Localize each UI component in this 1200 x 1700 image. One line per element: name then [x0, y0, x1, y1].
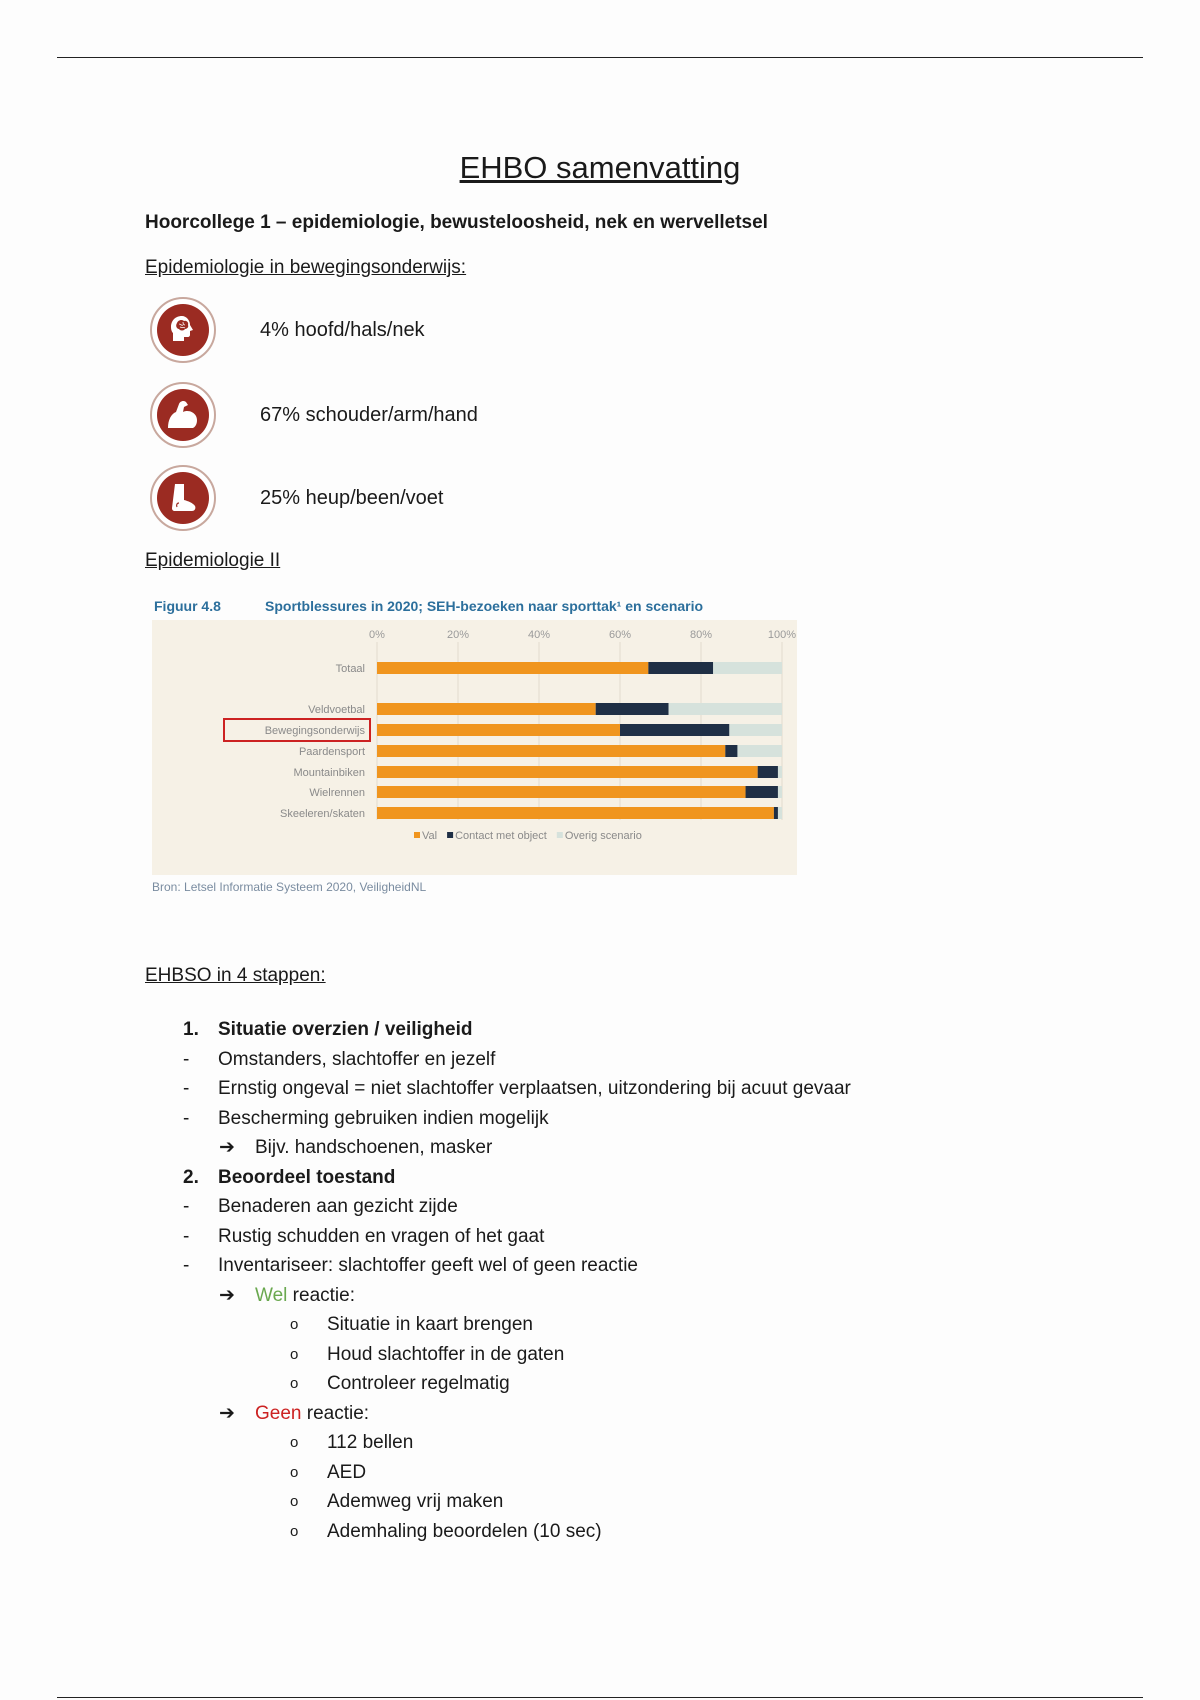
bar-segment — [648, 662, 713, 674]
dash-bullet: - — [183, 1048, 190, 1070]
sub-item-text: Ademweg vrij maken — [327, 1491, 504, 1512]
bar-segment — [758, 766, 778, 778]
legend-swatch — [447, 832, 453, 838]
sub-item — [145, 1369, 1145, 1399]
sub-item — [145, 1517, 1145, 1547]
sub-item — [145, 1487, 1145, 1517]
bar-segment — [778, 807, 782, 819]
bar-segment — [377, 662, 648, 674]
sub-item-text: AED — [327, 1461, 367, 1483]
section-heading-ehbso: EHBSO in 4 stappen: — [145, 965, 326, 986]
chart-background — [152, 620, 797, 875]
bar-segment — [669, 703, 782, 715]
bar-segment — [746, 786, 778, 798]
bullet-item — [145, 1192, 1145, 1222]
section-heading-epidemiology-ii: Epidemiologie II — [145, 550, 281, 571]
bar-segment — [377, 807, 774, 819]
sub-item-text: Houd slachtoffer in de gaten — [327, 1343, 565, 1365]
step-heading — [145, 1163, 1145, 1193]
bar-segment — [774, 807, 778, 819]
category-label: Paardensport — [298, 746, 365, 758]
category-label: Veldvoetbal — [308, 704, 365, 716]
bullet-text: Bescherming gebruiken indien mogelijk — [218, 1107, 549, 1129]
epi-item-text: 25% heup/been/voet — [260, 486, 444, 509]
arrow-icon: ➔ — [219, 1402, 235, 1424]
page-title: EHBO samenvatting — [459, 150, 741, 185]
bar-segment — [596, 703, 669, 715]
step-heading — [145, 1015, 1145, 1045]
bullet-text: Omstanders, slachtoffer en jezelf — [218, 1048, 496, 1070]
arrow-text: Bijv. handschoenen, masker — [255, 1137, 493, 1158]
circle-bullet: o — [290, 1493, 299, 1510]
dash-bullet: - — [183, 1225, 190, 1247]
arrow-icon: ➔ — [219, 1284, 235, 1306]
figure-source: Bron: Letsel Informatie Systeem 2020, VeiligheidNL — [152, 880, 427, 894]
epi-item-text: 67% schouder/arm/hand — [260, 403, 478, 426]
legend-label: Overig scenario — [564, 830, 642, 842]
circle-bullet: o — [290, 1345, 299, 1363]
circle-bullet: o — [290, 1434, 299, 1451]
bar-segment — [377, 703, 596, 715]
sub-item-text: Situatie in kaart brengen — [327, 1314, 533, 1335]
bullet-item — [145, 1251, 1145, 1281]
category-label: Skeeleren/skaten — [280, 808, 365, 820]
bar-segment — [778, 786, 782, 798]
geen-label: Geen — [255, 1402, 302, 1424]
category-label: Mountainbiken — [293, 767, 365, 779]
legend-swatch — [557, 832, 563, 838]
circle-bullet: o — [290, 1463, 299, 1481]
sub-item — [145, 1428, 1145, 1458]
sub-item — [145, 1310, 1145, 1340]
bar-segment — [377, 724, 620, 736]
reaction-label: reactie: — [287, 1284, 355, 1306]
figure-4-8 — [152, 590, 802, 900]
arrow-icon: ➔ — [219, 1137, 235, 1158]
bar-segment — [377, 766, 758, 778]
step-number: 2. — [183, 1166, 199, 1188]
header-rule — [57, 57, 1143, 58]
legend-label: Contact met object — [455, 830, 547, 842]
x-tick-label: 20% — [446, 629, 470, 641]
category-label: Bewegingsonderwijs — [264, 725, 365, 737]
ehbso-steps — [145, 1015, 1145, 1546]
dash-bullet: - — [183, 1078, 190, 1099]
bullet-item — [145, 1104, 1145, 1134]
x-tick-label: 80% — [689, 629, 713, 641]
figure-caption: Sportblessures in 2020; SEH-bezoeken naar sporttak¹ en scenario — [265, 598, 704, 614]
bar-segment — [620, 724, 729, 736]
bullet-text: Benaderen aan gezicht zijde — [218, 1196, 458, 1217]
step-title: Situatie overzien / veiligheid — [218, 1019, 473, 1040]
wel-label: Wel — [255, 1284, 288, 1306]
figure-number: Figuur 4.8 — [154, 598, 221, 614]
bar-segment — [725, 745, 737, 757]
bar-segment — [737, 745, 782, 757]
step-number: 1. — [183, 1019, 199, 1040]
arrow-item — [145, 1133, 1145, 1163]
bar-segment — [377, 745, 725, 757]
bullet-text: Ernstig ongeval = niet slachtoffer verplaatsen, uitzondering bij acuut gevaar — [218, 1078, 851, 1099]
foot-icon — [150, 465, 216, 531]
arrow-item-geen — [145, 1399, 1145, 1429]
dash-bullet: - — [183, 1255, 190, 1276]
bar-segment — [778, 766, 782, 778]
footer-rule — [57, 1697, 1143, 1698]
bullet-item — [145, 1045, 1145, 1075]
bullet-item — [145, 1222, 1145, 1252]
x-tick-label: 100% — [767, 629, 797, 641]
brain-head-icon — [150, 297, 216, 363]
bullet-text: Rustig schudden en vragen of het gaat — [218, 1225, 545, 1247]
epi-item-text: 4% hoofd/hals/nek — [260, 318, 425, 341]
flexed-arm-icon — [150, 382, 216, 448]
circle-bullet: o — [290, 1522, 299, 1540]
category-label: Wielrennen — [309, 787, 365, 799]
category-label: Totaal — [335, 663, 365, 675]
x-tick-label: 0% — [369, 629, 385, 641]
lecture-heading: Hoorcollege 1 – epidemiologie, bewusteloosheid, nek en wervelletsel — [145, 212, 768, 233]
sub-item — [145, 1458, 1145, 1488]
arrow-item-wel — [145, 1281, 1145, 1311]
epi-item-head — [150, 295, 425, 365]
dash-bullet: - — [183, 1107, 190, 1129]
dash-bullet: - — [183, 1196, 190, 1217]
epi-item-arm — [150, 380, 478, 450]
step-title: Beoordeel toestand — [218, 1166, 396, 1188]
bar-segment — [713, 662, 782, 674]
stacked-bar-chart — [152, 620, 797, 875]
circle-bullet: o — [290, 1316, 299, 1333]
reaction-label: reactie: — [301, 1402, 370, 1424]
legend-swatch — [414, 832, 420, 838]
sub-item-text: 112 bellen — [327, 1432, 414, 1453]
sub-item — [145, 1340, 1145, 1370]
sub-item-text: Ademhaling beoordelen (10 sec) — [327, 1520, 602, 1542]
legend-label: Val — [422, 830, 438, 842]
bullet-text: Inventariseer: slachtoffer geeft wel of geen reactie — [218, 1255, 639, 1276]
x-tick-label: 60% — [608, 629, 632, 641]
bar-segment — [729, 724, 782, 736]
x-tick-label: 40% — [527, 629, 551, 641]
epi-item-foot — [150, 463, 444, 533]
bar-segment — [377, 786, 746, 798]
circle-bullet: o — [290, 1375, 299, 1392]
section-heading-epidemiology: Epidemiologie in bewegingsonderwijs: — [145, 257, 467, 278]
bullet-item — [145, 1074, 1145, 1104]
sub-item-text: Controleer regelmatig — [327, 1373, 510, 1394]
